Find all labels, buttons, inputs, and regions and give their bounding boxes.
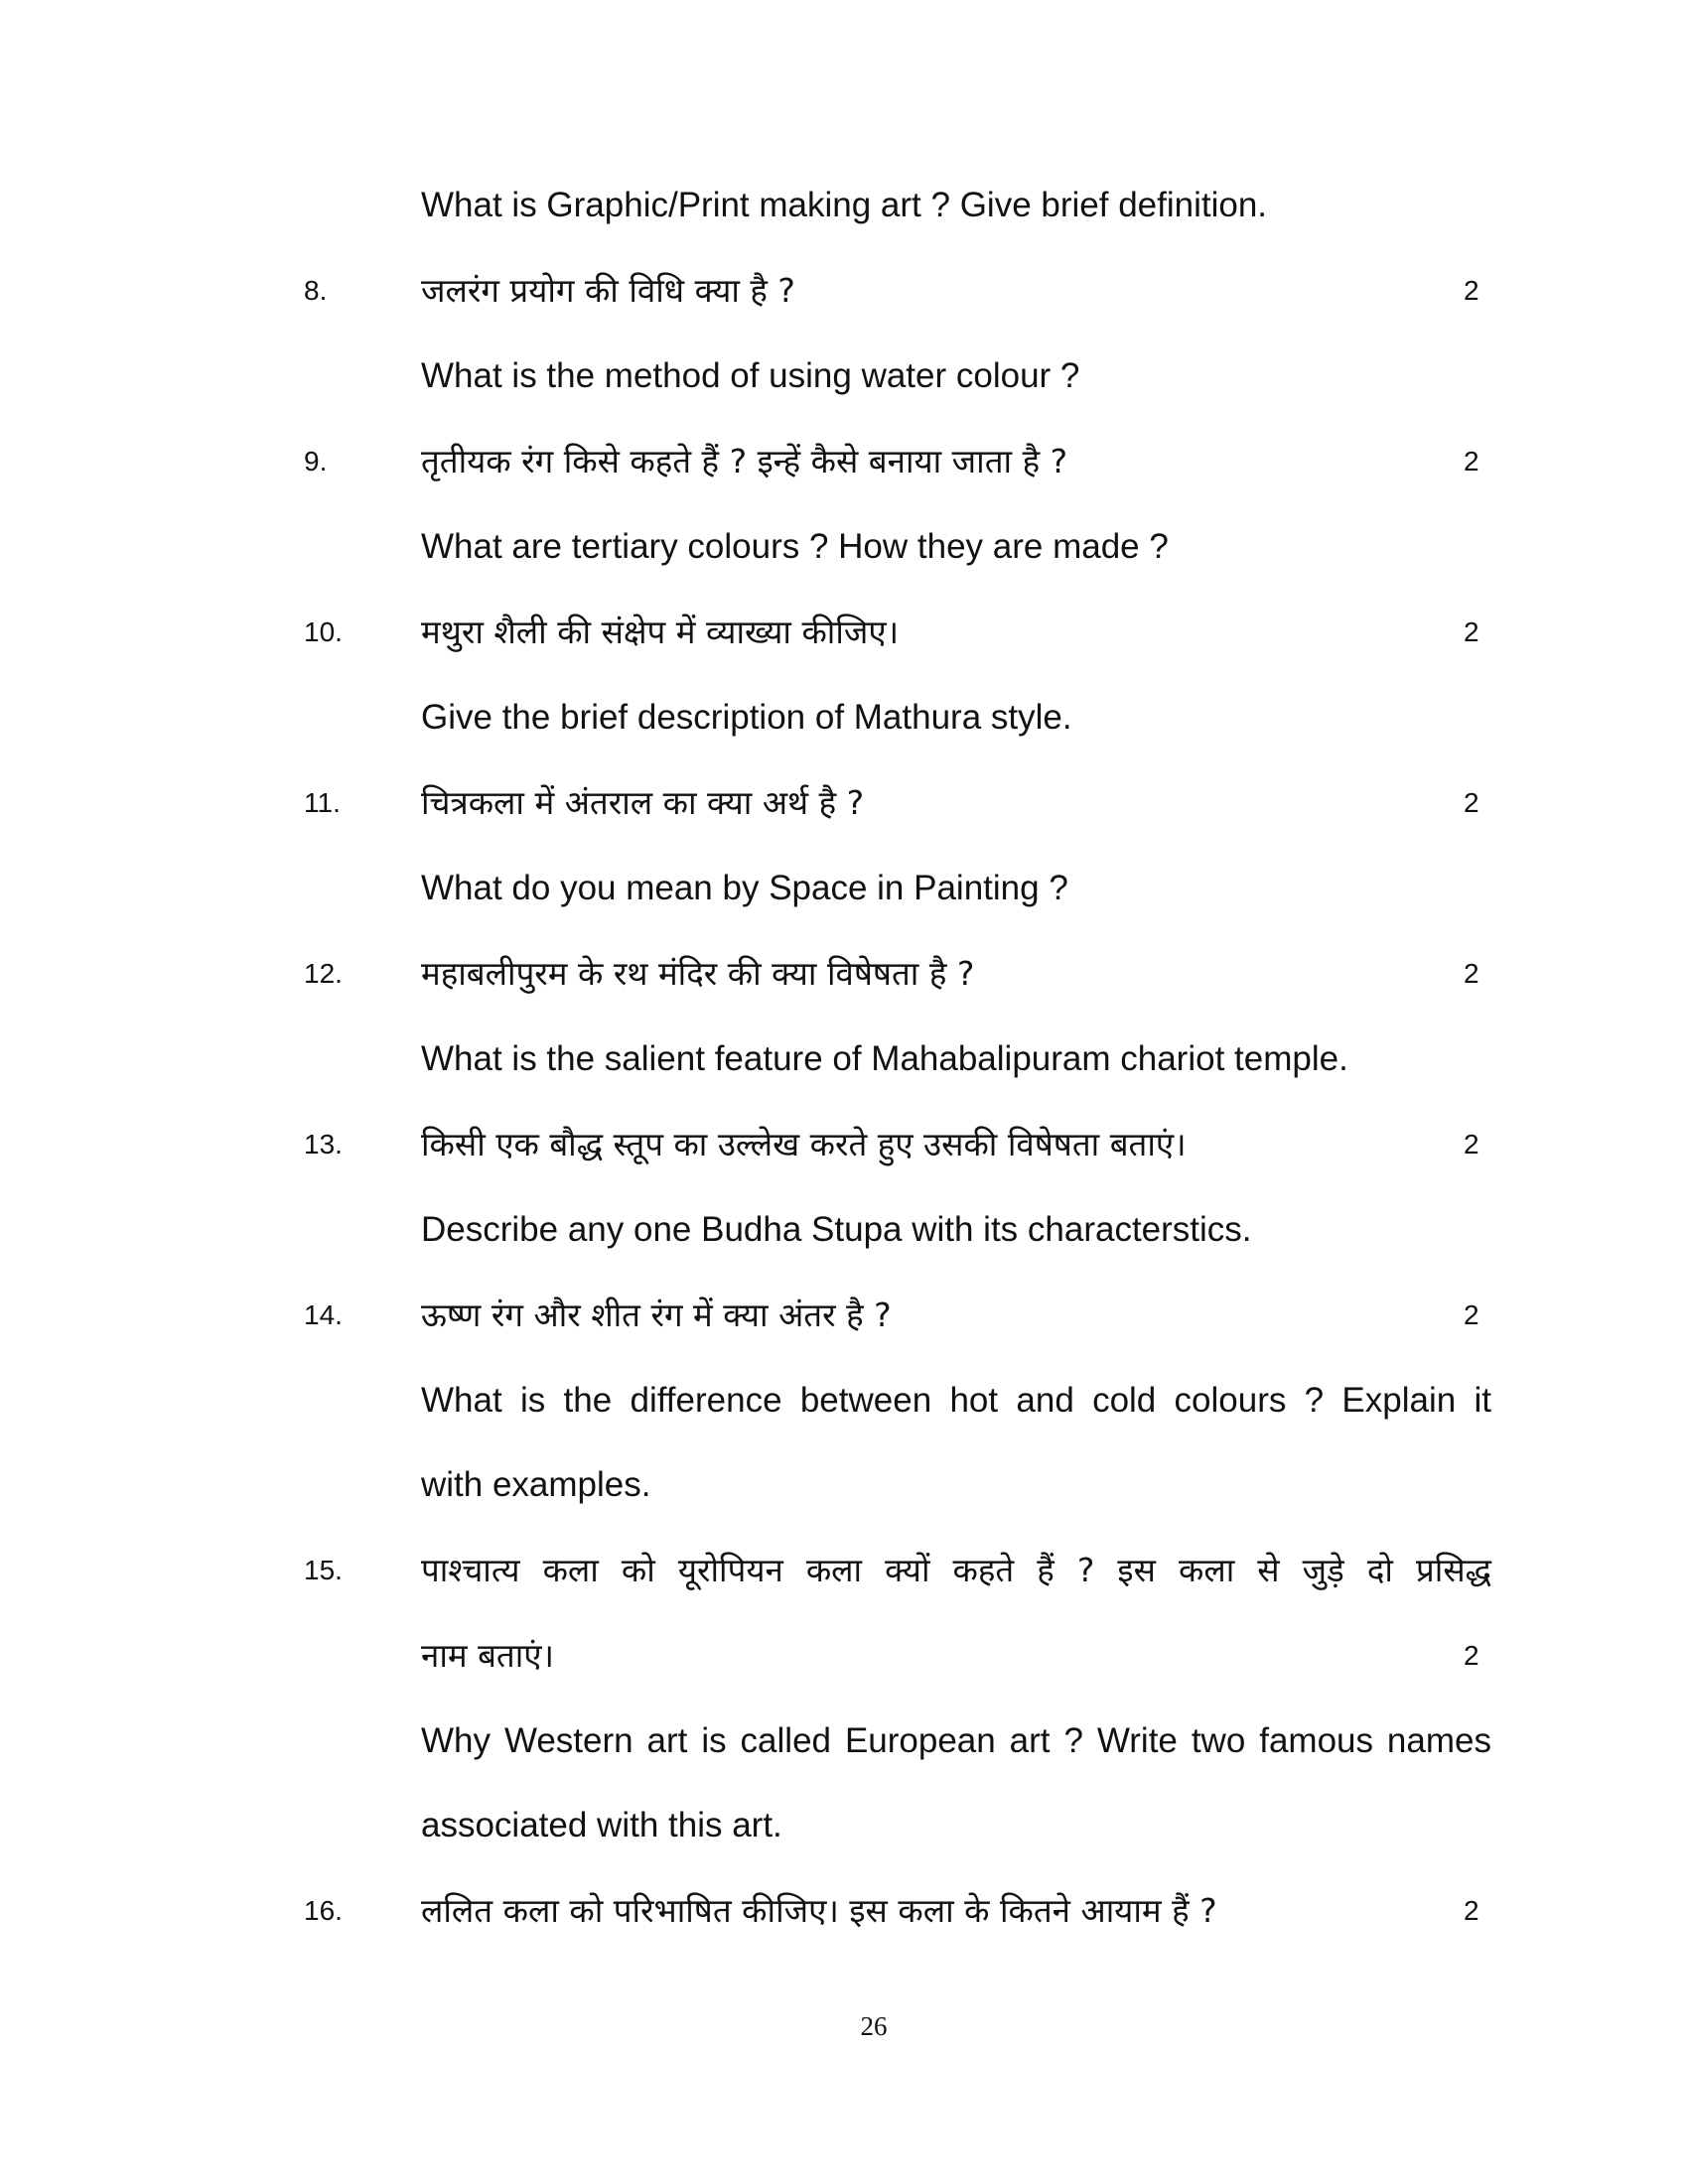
question-marks: 2 [1464,1299,1479,1330]
question-marks: 2 [1464,275,1479,306]
question-text-hi: तृतीयक रंग किसे कहते हैं ? इन्हें कैसे बनाया जाता है ? [421,442,1068,480]
question-text-en: with examples. [421,1465,651,1504]
question-number: 15. [304,1555,343,1585]
question-number: 13. [304,1129,343,1160]
question-text-hi: जलरंग प्रयोग की विधि क्या है ? [421,271,795,310]
question-number: 14. [304,1299,343,1330]
question-text-hi: नाम बताएं। [421,1636,555,1675]
question-number: 11. [304,787,341,818]
question-text-en: What do you mean by Space in Painting ? [421,869,1068,907]
question-text-en: associated with this art. [421,1806,782,1844]
question-8-hindi-row [0,256,1688,326]
question-number: 12. [304,958,343,989]
question-number: 9. [304,446,328,477]
question-14-english-row-2 [0,1450,1688,1520]
page-number: 26 [860,2011,888,2041]
question-marks: 2 [1464,446,1479,477]
question-marks: 2 [1464,1640,1479,1671]
question-13-hindi-row [0,1110,1688,1179]
question-12-hindi-row [0,939,1688,1009]
question-text-en: What is the difference between hot and cold colours ? Explain it [421,1381,1491,1420]
question-text-hi: मथुरा शैली की संक्षेप में व्याख्या कीजिए। [421,613,900,651]
question-8-english-row [0,341,1688,411]
question-number: 8. [304,275,328,306]
question-10-hindi-row [0,598,1688,667]
question-text-en: Describe any one Budha Stupa with its characterstics. [421,1210,1252,1249]
question-11-english-row [0,854,1688,923]
question-15-english-row-2 [0,1791,1688,1860]
question-9-hindi-row [0,427,1688,496]
question-16-hindi-row [0,1876,1688,1946]
question-text-en: What is the method of using water colour ? [421,356,1080,395]
question-text-en: What is the salient feature of Mahabalipuram chariot temple. [421,1039,1348,1078]
question-text-en: What is Graphic/Print making art ? Give brief definition. [421,186,1268,224]
question-marks: 2 [1464,787,1479,818]
question-number: 10. [304,616,343,647]
question-marks: 2 [1464,1129,1479,1160]
question-marks: 2 [1464,1895,1479,1926]
question-text-hi: पाश्चात्य कला को यूरोपियन कला क्यों कहते हैं ? इस कला से जुड़े दो प्रसिद्ध [421,1551,1491,1589]
question-15-english-row-1 [0,1706,1688,1776]
question-11-hindi-row [0,768,1688,838]
question-text-en: Give the brief description of Mathura style. [421,698,1072,737]
question-marks: 2 [1464,616,1479,647]
question-12-english-row [0,1024,1688,1094]
question-marks: 2 [1464,958,1479,989]
question-text-hi: ललित कला को परिभाषित कीजिए। इस कला के कितने आयाम हैं ? [421,1891,1217,1930]
question-text-hi: किसी एक बौद्ध स्तूप का उल्लेख करते हुए उसकी विषेषता बताएं। [421,1125,1187,1163]
question-9-english-row [0,512,1688,582]
question-text-en: What are tertiary colours ? How they are made ? [421,527,1169,566]
question-13-english-row [0,1195,1688,1265]
question-14-hindi-row [0,1281,1688,1350]
question-10-english-row [0,683,1688,752]
question-7-english-continuation [0,171,1688,240]
question-15-hindi-row-1 [0,1536,1688,1605]
question-text-hi: चित्रकला में अंतराल का क्या अर्थ है ? [421,783,865,822]
question-text-en: Why Western art is called European art ? Write two famous names [421,1721,1491,1760]
question-text-hi: ऊष्ण रंग और शीत रंग में क्या अंतर है ? [421,1296,892,1334]
question-number: 16. [304,1895,343,1926]
question-15-hindi-row-2 [0,1621,1688,1691]
question-text-hi: महाबलीपुरम के रथ मंदिर की क्या विषेषता है ? [421,954,975,993]
question-14-english-row-1 [0,1366,1688,1435]
